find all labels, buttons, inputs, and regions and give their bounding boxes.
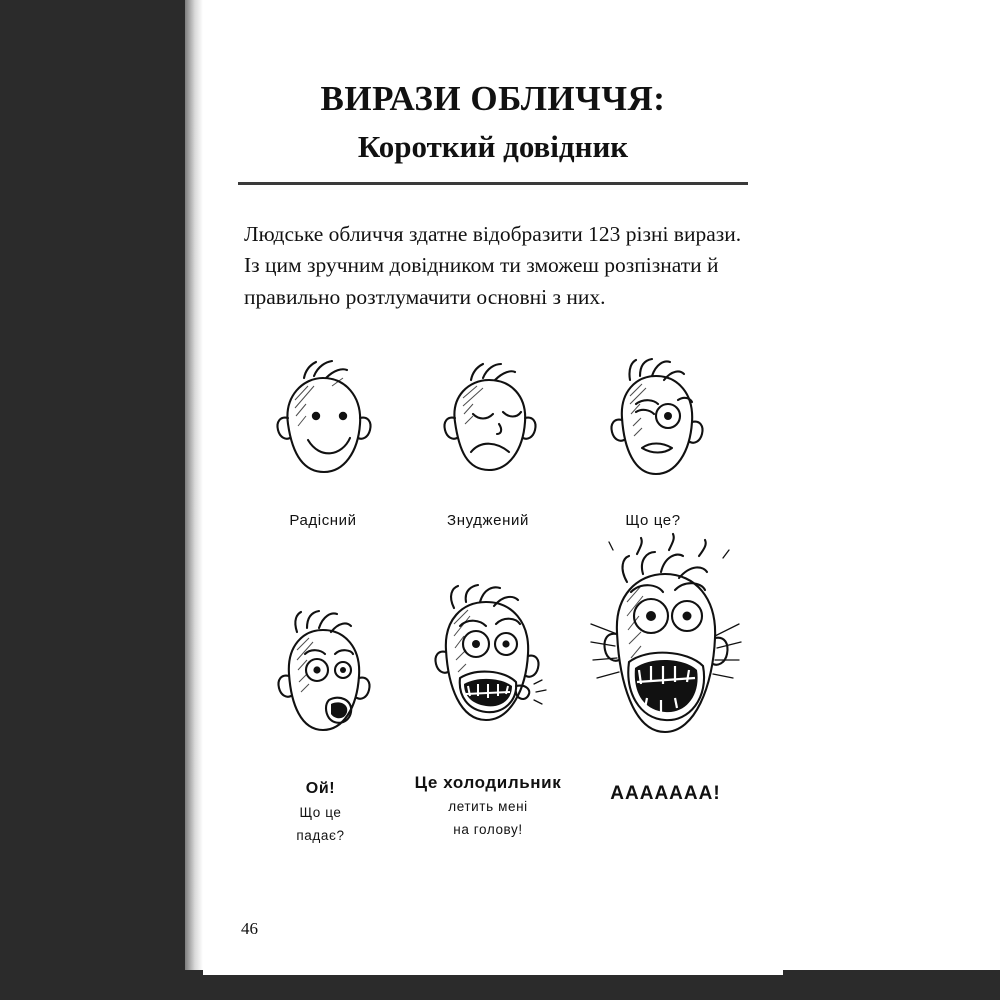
face-caption-line2: Що це [299, 805, 342, 821]
face-caption: Що це? [625, 512, 681, 530]
page-title-block [238, 78, 748, 185]
face-caption-line3: на голову! [453, 822, 523, 838]
fridge-face-drawing [398, 586, 578, 766]
oh-falling-face-drawing [243, 608, 398, 773]
face-caption: Радісний [289, 512, 357, 530]
page-title: ВИРАЗИ ОБЛИЧЧЯ: [320, 79, 666, 118]
face-bored [413, 356, 563, 531]
face-caption-line3: падає? [296, 827, 345, 843]
face-caption: Знуджений [447, 512, 529, 530]
face-oh-falling [243, 608, 398, 845]
page-subtitle: Короткий довідник [357, 129, 629, 165]
face-fridge [398, 586, 578, 839]
face-caption-line2: летить мені [448, 799, 528, 815]
intro-paragraph: Людське обличчя здатне відобразити 123 різні вирази. Із цим зручним довідником ти зможеш розпізнати й правильно розтлумачити основні з них. [244, 221, 742, 310]
book-cover-left-edge [0, 0, 185, 1000]
face-scream [583, 546, 748, 806]
face-happy [248, 356, 398, 531]
happy-face-drawing [248, 356, 398, 506]
face-caption: ААААААА! [610, 783, 721, 805]
face-caption: Це холодильник [414, 773, 562, 793]
face-caption: Ой! [305, 780, 336, 798]
face-illustrations [238, 356, 748, 896]
what-is-that-face-drawing [578, 356, 728, 506]
scream-face-drawing [583, 546, 748, 776]
book-page [203, 28, 783, 975]
page-number: 46 [241, 919, 258, 938]
bored-face-drawing [413, 356, 563, 506]
face-what-is-that [578, 356, 728, 531]
page-gutter-shadow [185, 0, 203, 975]
page-content [238, 78, 748, 896]
